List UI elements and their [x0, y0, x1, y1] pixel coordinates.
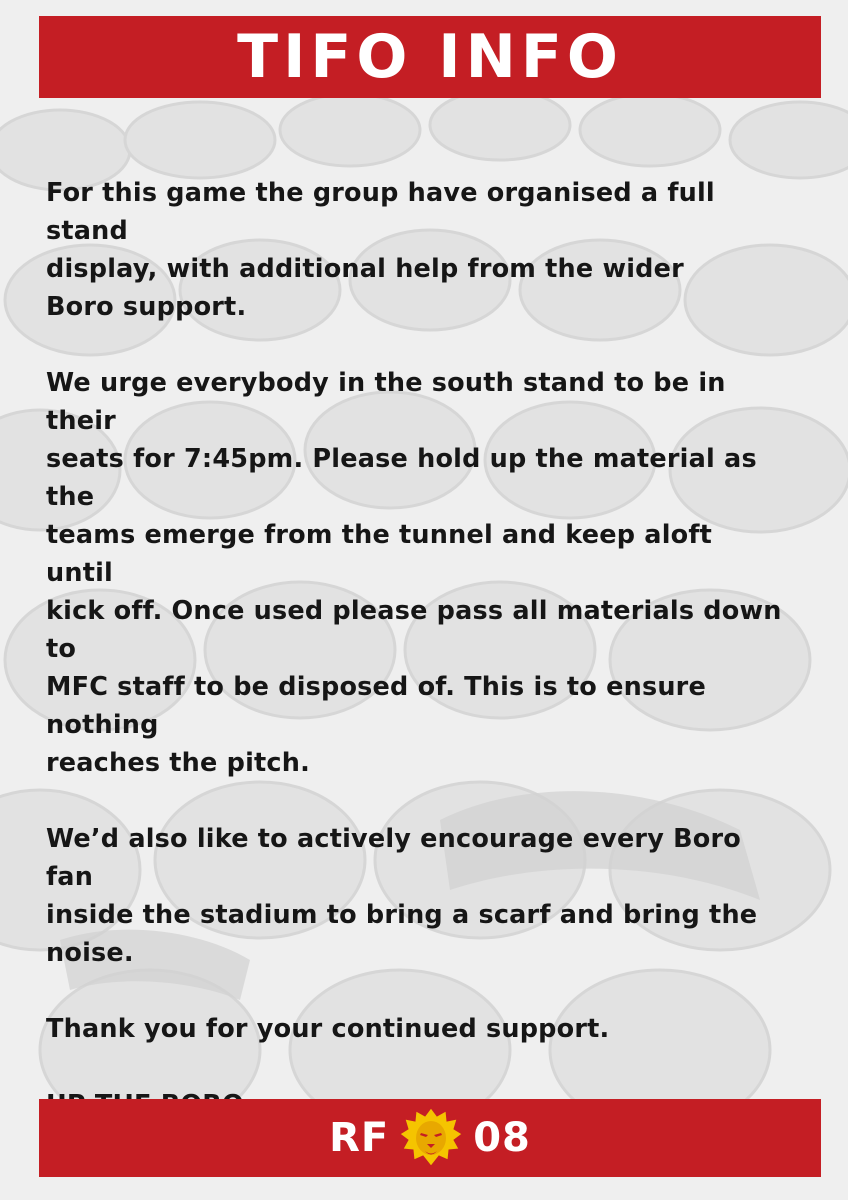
text-line: teams emerge from the tunnel and keep aloft until — [46, 520, 713, 588]
logo-text-right: 08 — [473, 1115, 531, 1161]
text-line: inside the stadium to bring a scarf and bring the — [46, 900, 758, 930]
text-line: We’d also like to actively encourage every Boro fan — [46, 824, 741, 892]
notice-body — [46, 174, 786, 1124]
rf08-logo — [329, 1106, 531, 1170]
text-line: MFC staff to be disposed of. This is to ensure nothing — [46, 672, 706, 740]
text-line: We urge everybody in the south stand to be in their — [46, 368, 726, 436]
text-line: reaches the pitch. — [46, 748, 310, 778]
logo-text-left: RF — [329, 1115, 390, 1161]
paragraph-full-stand-display — [46, 174, 786, 326]
page-title: TIFO INFO — [237, 22, 623, 92]
header-banner — [39, 16, 821, 98]
lion-head-icon — [399, 1106, 463, 1170]
text-line: display, with additional help from the wider — [46, 254, 684, 284]
text-line: noise. — [46, 938, 134, 968]
paragraph-instructions — [46, 364, 786, 782]
paragraph-scarf — [46, 820, 786, 972]
text-line: seats for 7:45pm. Please hold up the material as the — [46, 444, 757, 512]
text-line: kick off. Once used please pass all materials down to — [46, 596, 782, 664]
text-line: Boro support. — [46, 292, 247, 322]
text-line: For this game the group have organised a full stand — [46, 178, 715, 246]
thanks-line: Thank you for your continued support. — [46, 1014, 610, 1044]
footer-banner — [39, 1099, 821, 1177]
